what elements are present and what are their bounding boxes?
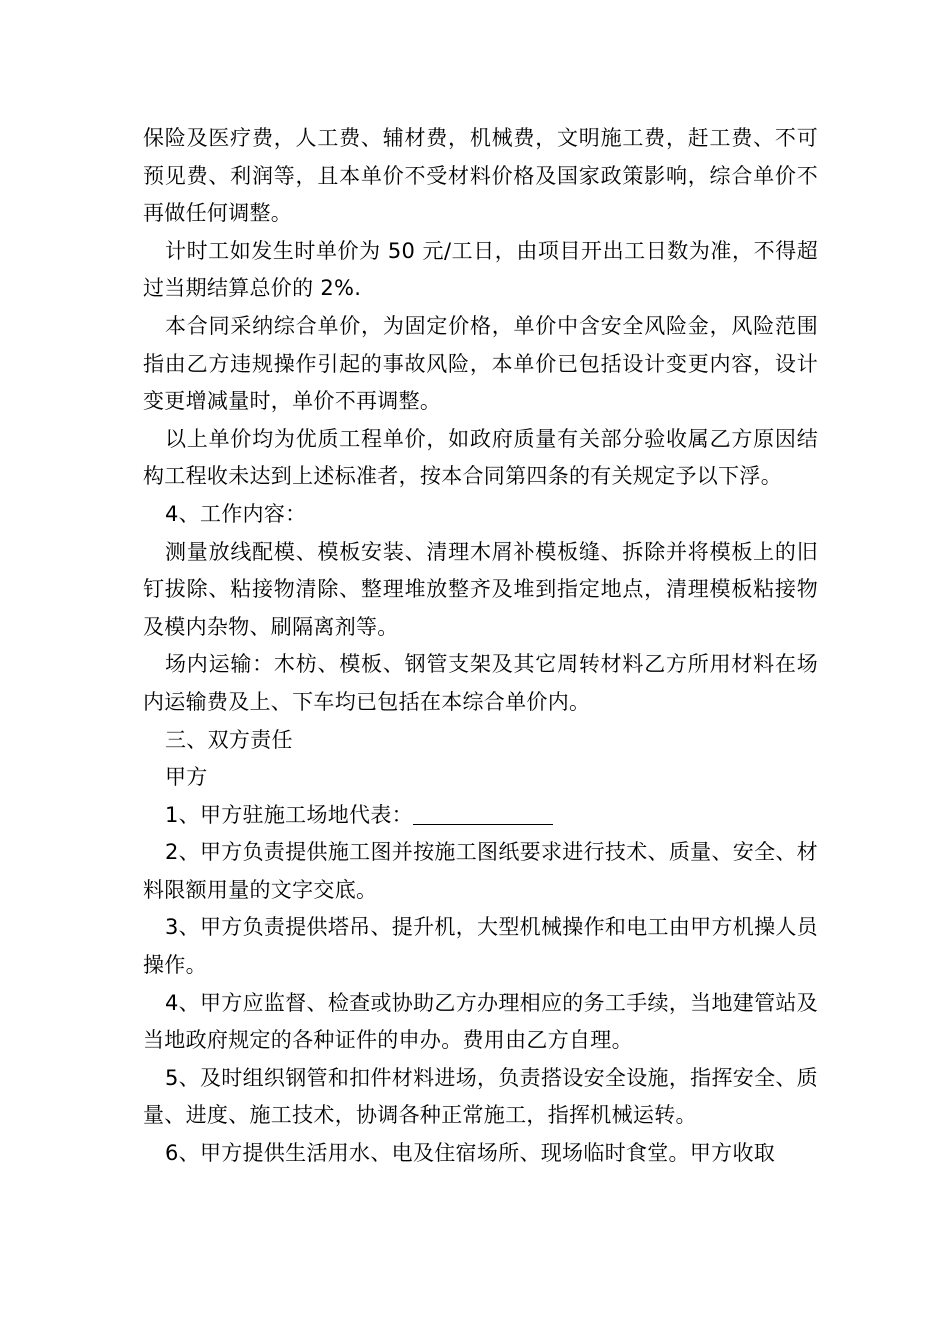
- item-supervision: 4、甲方应监督、检查或协助乙方办理相应的务工手续，当地建管站及当地政府规定的各种证件的申办。费用由乙方自理。: [143, 990, 818, 1053]
- paragraph-hourly-wage: 计时工如发生时单价为 50 元/工日，由项目开出工日数为准，不得超过当期结算总价的 2%.: [143, 238, 818, 301]
- paragraph-site-transport: 场内运输：木枋、模板、钢管支架及其它周转材料乙方所用材料在场内运输费及上、下车均已包括在本综合单价内。: [143, 652, 818, 714]
- item-tower-crane: 3、甲方负责提供塔吊、提升机，大型机械操作和电工由甲方机操人员操作。: [143, 915, 818, 978]
- contract-text-body: [143, 120, 818, 1173]
- item-site-representative: [143, 797, 818, 835]
- item-living-facilities: 6、甲方提供生活用水、电及住宿场所、现场临时食堂。甲方收取: [165, 1141, 776, 1166]
- heading-responsibilities: 三、双方责任: [165, 727, 293, 752]
- item-construction-drawings: 2、甲方负责提供施工图并按施工图纸要求进行技术、质量、安全、材料限额用量的文字交底。: [143, 840, 818, 902]
- paragraph-comprehensive-unit-price: 本合同采纳综合单价，为固定价格，单价中含安全风险金，风险范围指由乙方违规操作引起的事故风险，本单价已包括设计变更内容，设计变更增减量时，单价不再调整。: [143, 313, 818, 414]
- heading-work-content: 4、工作内容：: [165, 501, 307, 526]
- paragraph-fees-continued: 保险及医疗费，人工费、辅材费，机械费，文明施工费，赶工费、不可预见费、利润等，且本单价不受材料价格及国家政策影响，综合单价不再做任何调整。: [143, 126, 818, 226]
- heading-party-a: 甲方: [165, 765, 208, 790]
- signature-blank-line: [413, 804, 553, 825]
- item-materials-entry: 5、及时组织钢管和扣件材料进场，负责搭设安全设施，指挥安全、质量、进度、施工技术，协调各种正常施工，指挥机械运转。: [143, 1065, 818, 1128]
- paragraph-quality-price: 以上单价均为优质工程单价，如政府质量有关部分验收属乙方原因结构工程收未达到上述标准者，按本合同第四条的有关规定予以下浮。: [143, 426, 818, 489]
- paragraph-formwork-tasks: 测量放线配模、模板安装、清理木屑补模板缝、拆除并将模板上的旧钉拔除、粘接物清除、整理堆放整齐及堆到指定地点，清理模板粘接物及模内杂物、刷隔离剂等。: [143, 539, 818, 639]
- item-site-representative-label: 1、甲方驻施工场地代表：: [165, 802, 413, 827]
